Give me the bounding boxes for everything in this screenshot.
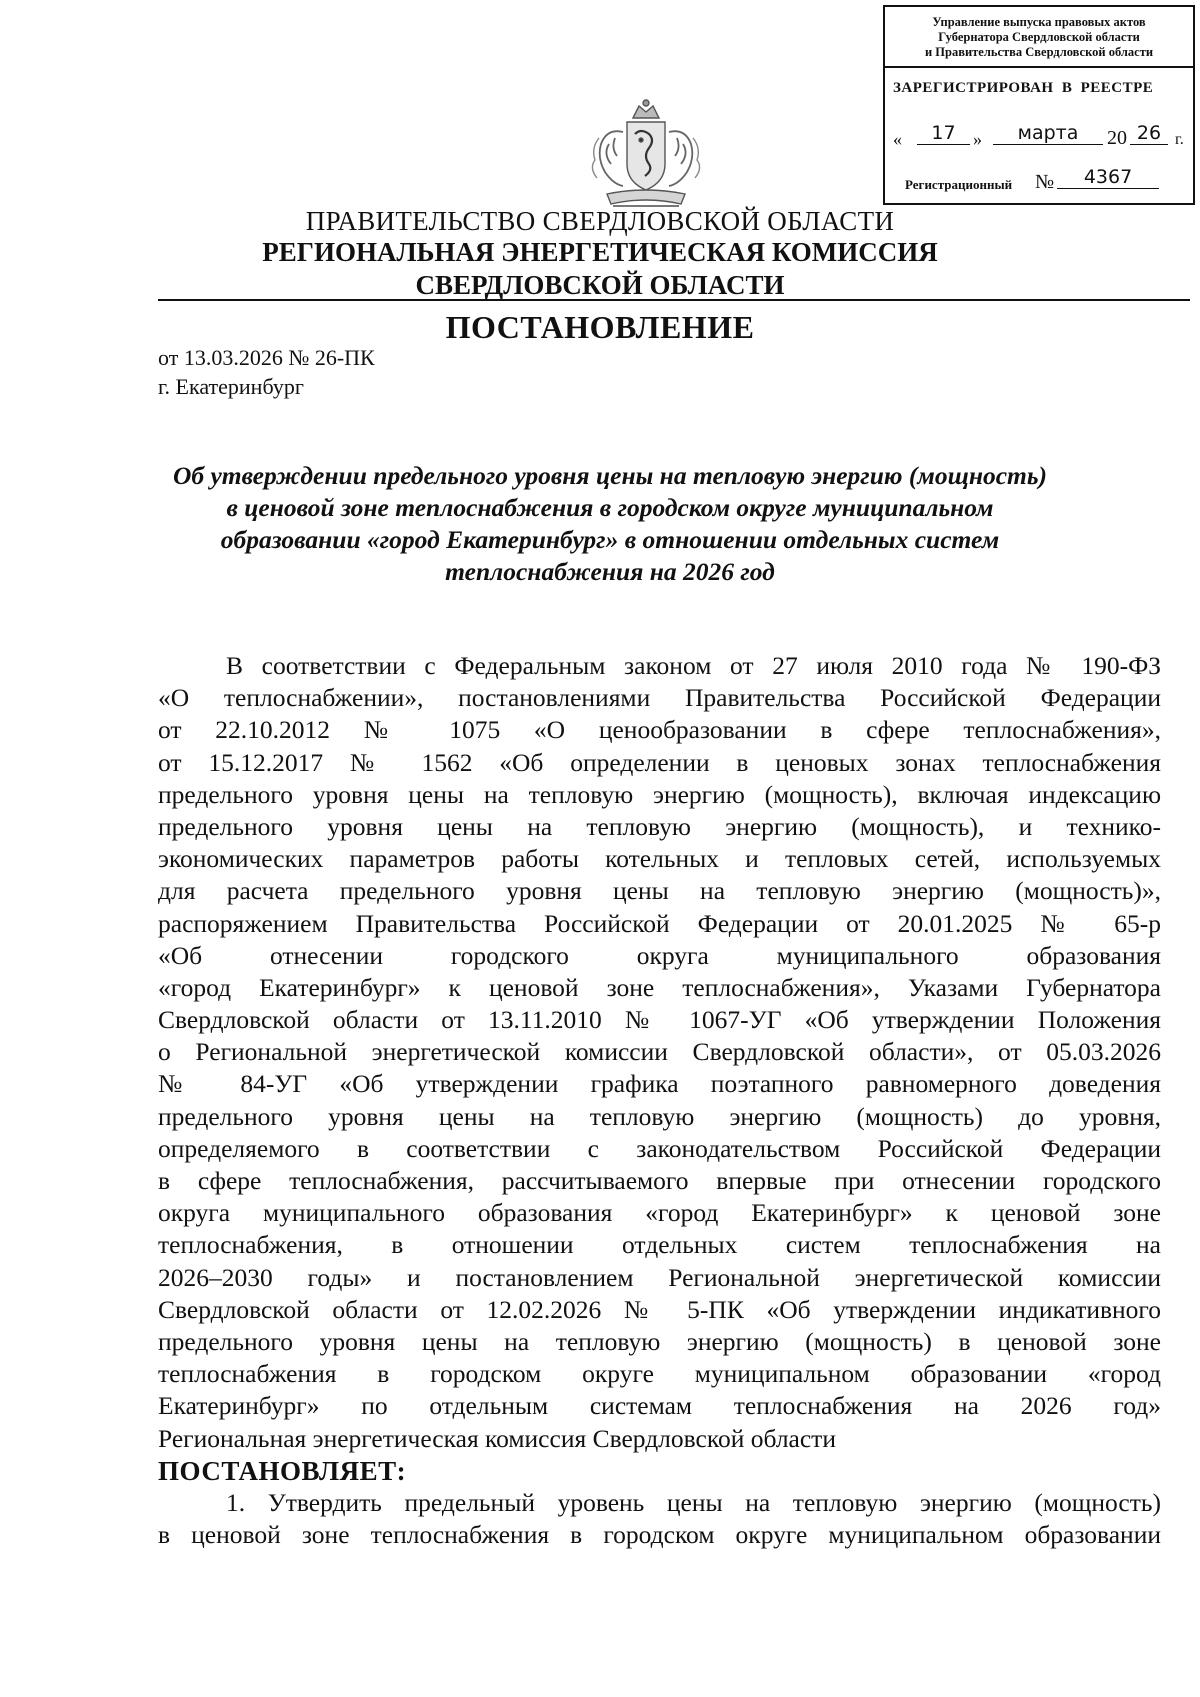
body-line: № 84-УГ «Об утверждении графика поэтапного равномерного доведения	[158, 1069, 1161, 1099]
body-line: в сфере теплоснабжения, рассчитываемого впервые при отнесении городского	[158, 1166, 1161, 1195]
body-line: «город Екатеринбург» к ценовой зоне теплоснабжения», Указами Губернатора	[158, 972, 1161, 1002]
title-line: Об утверждении предельного уровня цены на тепловую энергию (мощность)	[172, 461, 1048, 490]
body-line: Свердловской области от 12.02.2026 № 5-ПК «Об утверждении индикативного	[158, 1294, 1161, 1324]
stamp-day: 17	[917, 122, 970, 145]
item-1-line: 1. Утвердить предельный уровень цены на тепловую энергию (мощность)	[226, 1487, 1161, 1517]
body-line: предельного уровня цены на тепловую энергию (мощность) в ценовой зоне	[158, 1326, 1161, 1356]
header-divider	[158, 299, 1190, 301]
body-line: «О теплоснабжении», постановлениями Правительства Российской Федерации	[158, 683, 1161, 713]
item-1-line: в ценовой зоне теплоснабжения в городском округе муниципальном образовании	[158, 1520, 1161, 1550]
commission-heading: РЕГИОНАЛЬНАЯ ЭНЕРГЕТИЧЕСКАЯ КОМИССИЯ	[262, 237, 938, 267]
registration-stamp	[883, 5, 1195, 205]
body-line: для расчета предельного уровня цены на тепловую энергию (мощность)»,	[158, 876, 1161, 906]
body-line: теплоснабжения в городском округе муниципальном образовании «город	[158, 1359, 1161, 1389]
stamp-year-prefix: 20	[1107, 127, 1127, 149]
body-line: 2026–2030 годы» и постановлением Региональной энергетической комиссии	[158, 1262, 1161, 1292]
body-line: предельного уровня цены на тепловую энергию (мощность), и технико-	[158, 811, 1161, 841]
body-line: от 15.12.2017 № 1562 «Об определении в ценовых зонах теплоснабжения	[158, 747, 1161, 777]
document-number: от 13.03.2026 № 26-ПК	[158, 345, 375, 370]
body-line: округа муниципального образования «город Екатеринбург» к ценовой зоне	[158, 1198, 1161, 1228]
stamp-org-line: Губернатора Свердловской области	[938, 30, 1140, 44]
body-line: Екатеринбург» по отдельным системам теплоснабжения на 2026 год»	[158, 1391, 1161, 1421]
decree-word: ПОСТАНОВЛЯЕТ:	[158, 1455, 407, 1486]
stamp-month: марта	[993, 122, 1103, 145]
stamp-date	[893, 117, 1193, 147]
title-line: в ценовой зоне теплоснабжения в городском округе муниципальном	[226, 493, 994, 522]
body-line: предельного уровня цены на тепловую энергию (мощность), включая индексацию	[158, 779, 1161, 809]
stamp-registration-number	[905, 163, 1185, 193]
body-line: распоряжением Правительства Российской Федерации от 20.01.2025 № 65-р	[158, 908, 1161, 938]
body-line: «Об отнесении городского округа муниципального образования	[158, 940, 1161, 970]
stamp-reg-number: 4367	[1057, 166, 1159, 189]
body-line: Региональная энергетическая комиссия Свердловской области	[158, 1423, 836, 1453]
document-city: г. Екатеринбург	[158, 374, 304, 399]
document-body	[158, 650, 1161, 1551]
body-line: определяемого в соответствии с законодательством Российской Федерации	[158, 1133, 1161, 1163]
government-heading: ПРАВИТЕЛЬСТВО СВЕРДЛОВСКОЙ ОБЛАСТИ	[305, 206, 895, 236]
title-line: теплоснабжения на 2026 год	[445, 557, 775, 586]
commission-heading: СВЕРДЛОВСКОЙ ОБЛАСТИ	[415, 270, 785, 300]
body-line: теплоснабжения, в отношении отдельных систем теплоснабжения на	[158, 1230, 1161, 1260]
document-title	[150, 460, 1070, 588]
document-type: ПОСТАНОВЛЕНИЕ	[445, 309, 755, 345]
coat-of-arms-icon	[583, 98, 709, 213]
stamp-quote-open: «	[893, 129, 902, 149]
stamp-registered-label: ЗАРЕГИСТРИРОВАН В РЕЕСТРЕ	[893, 80, 1154, 96]
body-line: Свердловской области от 13.11.2010 № 1067-УГ «Об утверждении Положения	[158, 1005, 1161, 1035]
stamp-divider	[885, 66, 1193, 68]
body-line: от 22.10.2012 № 1075 «О ценообразовании в сфере теплоснабжения»,	[158, 715, 1161, 745]
stamp-year-abbr: г.	[1175, 131, 1184, 148]
body-line: экономических параметров работы котельных и тепловых сетей, используемых	[158, 844, 1161, 874]
stamp-org-line: Управление выпуска правовых актов	[932, 15, 1146, 29]
stamp-organization	[885, 15, 1193, 60]
body-line: В соответствии с Федеральным законом от 27 июля 2010 года № 190-ФЗ	[226, 651, 1161, 680]
stamp-year-suffix: 26	[1130, 122, 1168, 145]
stamp-reg-label: Регистрационный	[905, 177, 1013, 192]
title-line: образовании «город Екатеринбург» в отношении отдельных систем	[220, 525, 1000, 554]
body-line: предельного уровня цены на тепловую энергию (мощность) до уровня,	[158, 1101, 1161, 1131]
stamp-quote-close: »	[973, 129, 982, 149]
stamp-num-sign: №	[1035, 171, 1055, 193]
stamp-org-line: и Правительства Свердловской области	[924, 45, 1154, 59]
body-line: о Региональной энергетической комиссии Свердловской области», от 05.03.2026	[158, 1037, 1161, 1067]
